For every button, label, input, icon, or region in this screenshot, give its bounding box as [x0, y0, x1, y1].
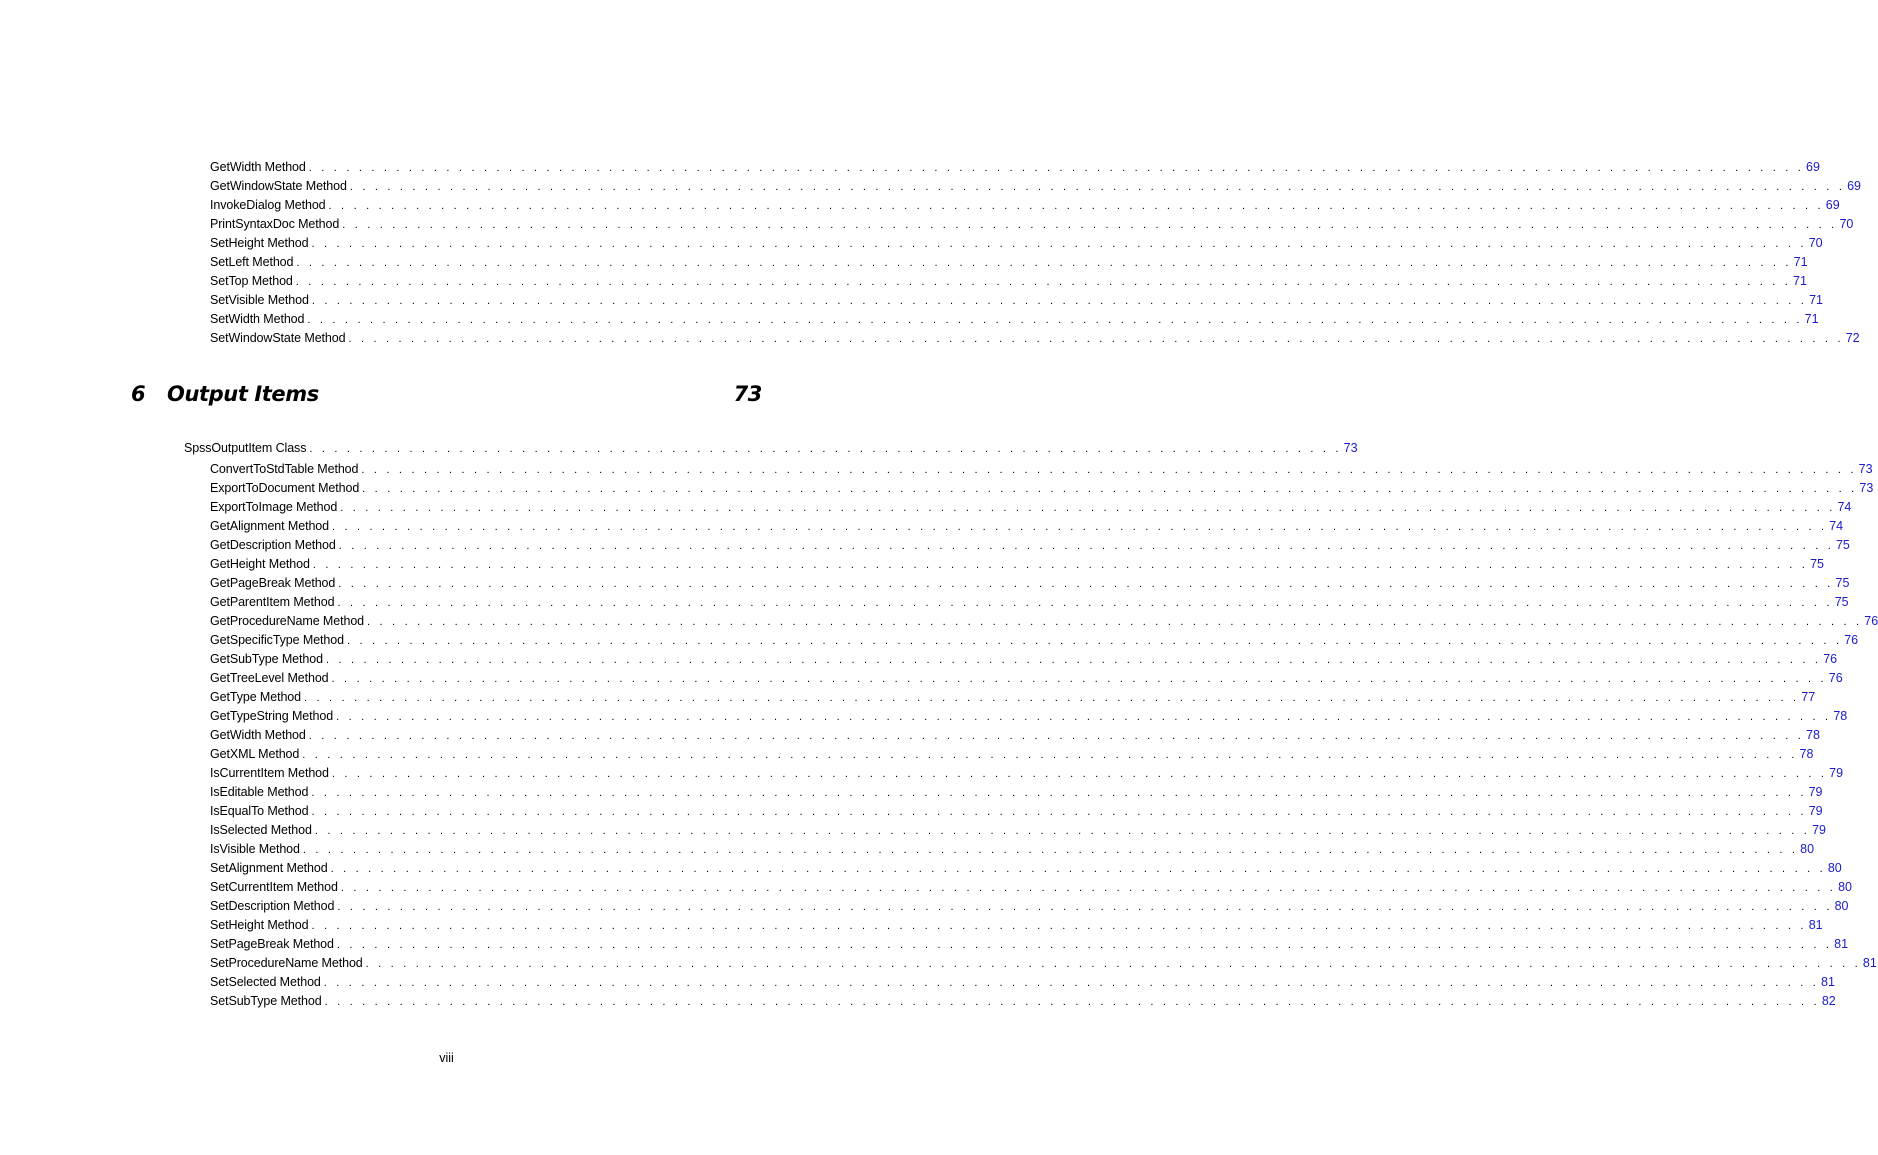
toc-entry-label: IsSelected Method	[210, 823, 312, 837]
dot-leader: . . . . . . . . . . . . . . . . . . . . . . . . . . . . . . . . . . . . . . . . . . . . . . . . . . . . . . . . . . . . . . . . . . . . . . . . . . . . . . . . . . . . . . . . . . . . . . . . . . . . . . . . . . . . . . . . . . . . . . . .	[302, 844, 1799, 856]
toc-entry[interactable]	[210, 177, 1861, 196]
toc-page-link[interactable]: 79	[1829, 766, 1844, 780]
toc-entry[interactable]	[210, 764, 1844, 783]
toc-entry[interactable]	[210, 593, 1849, 612]
toc-page-link[interactable]: 70	[1839, 217, 1854, 231]
toc-entry-label: GetHeight Method	[210, 557, 310, 571]
dot-leader: . . . . . . . . . . . . . . . . . . . . . . . . . . . . . . . . . . . . . . . . . . . . . . . . . . . . . . . . . . . . . . . . . . . . . . . . . . . . . . . . . . . . . . . . . . . . . . . . . . . . . . . . . . . . . . . . . . . . . . . .	[311, 238, 1807, 250]
dot-leader: . . . . . . . . . . . . . . . . . . . . . . . . . . . . . . . . . . . . . . . . . . . . . . . . . . . . . . . . . . . . . . . . . . . . . . . . . . . . . . . . . . . . . . . . . . . . . . . . . . . . . . . . . . . . . . . . . . . . . . . .	[311, 787, 1807, 799]
toc-entry-label: ConvertToStdTable Method	[210, 462, 359, 476]
toc-page-link[interactable]: 78	[1806, 728, 1820, 742]
toc-entry[interactable]	[210, 726, 1820, 745]
dot-leader: . . . . . . . . . . . . . . . . . . . . . . . . . . . . . . . . . . . . . . . . . . . . . . . . . . . . . . . . . . . . . . . . . . . . . . . . . . . . . . . . . . . . . . . . . . . . . . . . . . . . . . . . . . . . . . . . . . . . . . . .	[336, 939, 1833, 951]
toc-entry-label: GetAlignment Method	[210, 519, 329, 533]
toc-entry[interactable]	[210, 745, 1814, 764]
dot-leader: . . . . . . . . . . . . . . . . . . . . . . . . . . . . . . . . . . . . . . . . . . . . . . . . . . . . . . . . . . . . . . . . . . . . . . . . . . . . . . . . . . . . . . . . . . . . . . . . . . . . . . . . . . . . . . . . . . . . . . . .	[312, 559, 1809, 571]
toc-entry-label: SetWindowState Method	[210, 331, 346, 345]
toc-page-link[interactable]: 71	[1809, 293, 1823, 307]
toc-page-link[interactable]: 81	[1834, 937, 1849, 951]
toc-page-link[interactable]: 72	[1845, 331, 1860, 345]
chapter-title: Output Items	[167, 382, 319, 406]
toc-entry-label: ExportToImage Method	[210, 500, 338, 514]
dot-leader: . . . . . . . . . . . . . . . . . . . . . . . . . . . . . . . . . . . . . . . . . . . . . . . . . . . . . . . . . . . . . . . . . . . . . . . . . . . . . . . . . . . . . . . . . . . . . . . . . . . . . . . . . . . . . . . . . . . . . . . .	[302, 749, 1798, 761]
chapter-heading[interactable]	[131, 382, 762, 412]
dot-leader: . . . . . . . . . . . . . . . . . . . . . . . . . . . . . . . . . . . . . . . . . . . . . . . . . . . . . . . . . . . . . . . . . . . . . . . . . . . . . . . . . . . . . . . . . . . . . . . . . . . . . . . . . . . . . . . . . . . . . . . .	[311, 806, 1807, 818]
dot-leader: . . . . . . . . . . . . . . . . . . . . . . . . . . . . . . . . . . . . . . . . . . . . . . . . . . . . . . . . . . . . . . . . . . . . . . . . . . . . . . . . . . . . . . . . . . . . . . . . . . . . . . . . . . . . . . . . . . . . . . . .	[330, 863, 1826, 875]
toc-entry[interactable]	[210, 479, 1874, 498]
toc-entry-label: SetProcedureName Method	[210, 956, 363, 970]
chapter-number: 6	[131, 382, 146, 406]
toc-entry[interactable]	[210, 536, 1850, 555]
dot-leader: . . . . . . . . . . . . . . . . . . . . . . . . . . . . . . . . . . . . . . . . . . . . . . . . . . . . . . . . . . . . . . . . . . . . . . . . . . . . . . . . . . . . . . . . . . . . . . . . . . . . . . . . . . . . . . . . . . . . . . . .	[340, 882, 1837, 894]
toc-entry[interactable]	[210, 650, 1838, 669]
dot-leader: . . . . . . . . . . . . . . . . . . . . . . . . . . . . . . . . . . . . . . . . . . . . . . . . . . . . . . . . . . . . . . . . . . . . . . . . . . . . . . . . . . . . . . . . . . . . . . . . . . . . . . . . . . . . . . . . . . . . . . . .	[362, 483, 1858, 495]
toc-entry-label: SetSubType Method	[210, 994, 322, 1008]
toc-page-link[interactable]: 76	[1823, 652, 1838, 666]
toc-entry-label: GetProcedureName Method	[210, 614, 365, 628]
toc-page-link[interactable]: 81	[1821, 975, 1835, 989]
dot-leader: . . . . . . . . . . . . . . . . . . . . . . . . . . . . . . . . . . . . . . . . . . . . . . . . . . . . . . . . . . . . . . . . . . . . . . . . . . . . . . . . . . . . . . . . . . . . . . . . . . . . . . . . . . . . . . . . . . . . . . . .	[342, 219, 1838, 231]
toc-page-link[interactable]: 80	[1800, 842, 1815, 856]
toc-page-link[interactable]: 80	[1834, 899, 1849, 913]
toc-page-link[interactable]: 74	[1837, 500, 1852, 514]
toc-entry-label: IsCurrentItem Method	[210, 766, 329, 780]
toc-entry[interactable]	[210, 878, 1852, 897]
toc-page-link[interactable]: 69	[1806, 160, 1820, 174]
toc-entry-label: GetTreeLevel Method	[210, 671, 329, 685]
toc-entry[interactable]	[210, 517, 1844, 536]
dot-leader: . . . . . . . . . . . . . . . . . . . . . . . . . . . . . . . . . . . . . . . . . . . . . . . . . . . . . . . . . . . . . . . . . . . . . . . . . . . . . . . . . . . . . . . . . . . . . . . . . . . . . . . . . . . . . . . . . . . . . . . .	[308, 162, 1805, 174]
toc-page-link[interactable]: 79	[1808, 785, 1823, 799]
toc-entry-label: SpssOutputItem Class	[184, 441, 307, 455]
toc-page-link[interactable]: 79	[1808, 804, 1823, 818]
toc-page-link[interactable]: 78	[1799, 747, 1814, 761]
toc-entry-label: SetTop Method	[210, 274, 293, 288]
toc-entry-label: GetType Method	[210, 690, 302, 704]
toc-entry[interactable]	[210, 272, 1807, 291]
dot-leader: . . . . . . . . . . . . . . . . . . . . . . . . . . . . . . . . . . . . . . . . . . . . . . . . . . . . . . . . . . . . . . . . . . . . . . . . . . . . . . . . . . . . . . . . . . . . . . . . . . . . . . . . . . . . . . . . . . . . . . . .	[338, 540, 1834, 552]
toc-entry-label: SetPageBreak Method	[210, 937, 334, 951]
toc-page-link[interactable]: 70	[1808, 236, 1823, 250]
dot-leader: . . . . . . . . . . . . . . . . . . . . . . . . . . . . . . . . . . . . . . . . . . . . . . . . . . . . . . . . . . . . . . . . . . . . . . . . . . . . . . . . . . . . . . . . . . . . . . . . . . . . . . . . . . . . . . . . . . . . . . . .	[307, 314, 1803, 326]
toc-page-link[interactable]: 80	[1838, 880, 1852, 894]
toc-entry[interactable]	[210, 802, 1823, 821]
toc-page-link[interactable]: 73	[1343, 441, 1358, 455]
chapter-page-number: 73	[733, 382, 762, 406]
dot-leader: . . . . . . . . . . . . . . . . . . . . . . . . . . . . . . . . . . . . . . . . . . . . . . . . . . . . . . . . . . . . . . . . . . . . . . . . . . . . . . . . . . . . . . . . . . . . . . . . . . . . . . . . . . . . . . . . . . . . . . . .	[340, 502, 1836, 514]
dot-leader: . . . . . . . . . . . . . . . . . . . . . . . . . . . . . . . . . . . . . . . . . . . . . . . . . . . . . . . . . . . . . . . . . . . . . . . . . . . . . . . . . . . . . . . . . . . . . . . . . . . . . . . . . . . . . . . . . . . . . . . .	[346, 635, 1843, 647]
toc-entry-label: SetWidth Method	[210, 312, 305, 326]
toc-entry[interactable]	[210, 310, 1819, 329]
toc-entry-label: GetPageBreak Method	[210, 576, 336, 590]
dot-leader: . . . . . . . . . . . . . . . . . . . . . . . . . . . . . . . . . . . . . . . . . . . . . . . . . . . . . . . . . . . . . . . . . . . . . . . . . . . . . . . . . . . . . . . . . . . . . . . . . . . . . . . . . . . . . . . . . . . . . . . .	[367, 616, 1863, 628]
toc-entry-label: GetSubType Method	[210, 652, 323, 666]
toc-entry-label: GetWidth Method	[210, 160, 306, 174]
toc-entry-label: ExportToDocument Method	[210, 481, 360, 495]
toc-entry[interactable]	[210, 688, 1816, 707]
toc-entry-label: SetVisible Method	[210, 293, 309, 307]
page-footer-number: viii	[439, 1051, 454, 1065]
toc-entry-label: SetSelected Method	[210, 975, 321, 989]
toc-entry-label: IsEditable Method	[210, 785, 309, 799]
dot-leader: . . . . . . . . . . . . . . . . . . . . . . . . . . . . . . . . . . . . . . . . . . . . . . . . . . . . . . . . . . . . . . . . . . . . . . . . . . . . . . . . . . . . . . . . . . . . . . . . . . . . . . . . . . . . . . . . . . . . . . . .	[311, 920, 1807, 932]
toc-entry-label: GetTypeString Method	[210, 709, 334, 723]
toc-entry[interactable]	[210, 840, 1815, 859]
toc-entry-label: GetWidth Method	[210, 728, 306, 742]
dot-leader: . . . . . . . . . . . . . . . . . . . . . . . . . . . . . . . . . . . . . . . . . . . . . . . . . . . . . . . . . . . . . . . . . . . . . . . . . . . . . . . . . . . . . . . . . . . . . . . . . . . . . . . . . . . . . . . . . . . . . . . .	[311, 295, 1808, 307]
dot-leader: . . . . . . . . . . . . . . . . . . . . . . . . . . . . . . . . . . . . . . . . . . . . . . . . . . . . . . . . . . . . . . . . . . . . . . . . . . . . . . . . . . . . . . . . . . . . . . . . . . . . . . . . . . . . . . . . . . . . . . . .	[338, 578, 1834, 590]
dot-leader: . . . . . . . . . . . . . . . . . . . . . . . . . . . . . . . . . . . . . . . . . . . . . . . . . . . . . . . . . . . . . . . . . . . . . . . . . . . . . . . . . . . . . . . . . . . . . . . . . . . . . . . . . . . . . . . . . . . . . . . .	[337, 901, 1833, 913]
toc-page-link[interactable]: 75	[1810, 557, 1824, 571]
toc-entry[interactable]	[210, 973, 1835, 992]
toc-entry[interactable]	[210, 498, 1852, 517]
toc-entry-label: GetWindowState Method	[210, 179, 347, 193]
toc-page-link[interactable]: 80	[1827, 861, 1842, 875]
toc-entry-label: GetParentItem Method	[210, 595, 335, 609]
dot-leader: . . . . . . . . . . . . . . . . . . . . . . . . . . . . . . . . . . . . . . . . . . . . . . . . . . . . . . . . . . . . . . . . . . . . . . . . . . . . . . . . . . . . . . . . . . . . . . . . . . . . . . . . . . . . . . . . . . . . . . . .	[324, 996, 1820, 1008]
dot-leader: . . . . . . . . . . . . . . . . . . . . . . . . . . . . . . . . . . . . . . . . . . . . . . . . . . . . . . . . . . . . . . . . . . . . . . . . . . . . . . . . . . . . . . . . . . . . . . . . . . . . . . . . . . . . . . . . . . . . . . . .	[331, 673, 1827, 685]
toc-page-link[interactable]: 71	[1804, 312, 1819, 326]
toc-page-link[interactable]: 69	[1825, 198, 1840, 212]
dot-leader: . . . . . . . . . . . . . . . . . . . . . . . . . . . . . . . . . . . . . . . . . . . . . . . . . . . . . . . . . . . . . . . . . . . . . . . . . . . . . . . . . . . . . . . . . . . . . . . . . . . . . . . . . . . . . . . . . . . . . . . .	[348, 333, 1844, 345]
toc-entry[interactable]	[210, 291, 1823, 310]
dot-leader: . . . . . . . . . . . . . . . . . . . . . . . . . . . . . . . . . . . . . . . . . . . . . . . . . . . . . . . . . . . . . . . . . . . . . . . . . . . . . . . . . . . . . . . . . . . . . . . . . . . . . . . . . . . . . . . . . . . . . . . .	[336, 711, 1832, 723]
dot-leader: . . . . . . . . . . . . . . . . . . . . . . . . . . . . . . . . . . . . . . . . . . . . . . . . . . . . . . . . . . . . . . . . . . . . . . . . . . . . . . . . . . . . . . . . . . . . . . . . . . . . . . . . . . . . . . . . . . . . . . . .	[337, 597, 1833, 609]
dot-leader: . . . . . . . . . . . . . . . . . . . . . . . . . . . . . . . . . . . . . . . . . . . . . . . . . . . . . . . . . . . . . . . . . . . . . . . . . . . . . . . . . . . . . . . . . . . . . . . . . . . . . . . . . . . . . . . . . . . . . . . .	[304, 692, 1800, 704]
toc-entry[interactable]	[210, 935, 1849, 954]
toc-entry[interactable]	[210, 555, 1824, 574]
toc-entry-label: SetLeft Method	[210, 255, 294, 269]
toc-entry-label: PrintSyntaxDoc Method	[210, 217, 340, 231]
dot-leader: . . . . . . . . . . . . . . . . . . . . . . . . . . . . . . . . . . . . . . . . . . . . . . . . . . . . . . . . . . . . . . . . . . . . . . . . . . . . . . . . . . . . . . . . . . . . . . . . . . . . . . . . . . . . . . . . . . . . . . . .	[349, 181, 1846, 193]
toc-entry-label: SetDescription Method	[210, 899, 335, 913]
toc-entry[interactable]	[210, 707, 1848, 726]
toc-page-link[interactable]: 77	[1801, 690, 1816, 704]
dot-leader: . . . . . . . . . . . . . . . . . . . . . . . . . . . . . . . . . . . . . . . . . . . . . . . . . . . . . . . . . . . . . . . . . . . . . . . . . . . . . . . . . . . . . . . . . . . . . . . . . . . . . . . . . . . . . . . . . . . . . . . .	[308, 730, 1805, 742]
toc-entry[interactable]	[210, 612, 1878, 631]
toc-page-link[interactable]: 71	[1793, 274, 1807, 288]
dot-leader: . . . . . . . . . . . . . . . . . . . . . . . . . . . . . . . . . . . . . . . . . . . . . . . . . . . . . . . . . . . . . . . . . . . . . . . . . . . . . . . . . . . . . . . . . . . . . . . . . . . . . . . . . . . . . . . . . . . . . . . .	[295, 276, 1792, 288]
toc-entry-label: GetDescription Method	[210, 538, 336, 552]
toc-page-link[interactable]: 76	[1864, 614, 1878, 628]
toc-entry-label: SetCurrentItem Method	[210, 880, 338, 894]
toc-page-link[interactable]: 81	[1808, 918, 1823, 932]
toc-entry[interactable]	[210, 234, 1823, 253]
dot-leader: . . . . . . . . . . . . . . . . . . . . . . . . . . . . . . . . . . . . . . . . . . . . . . . . . . . . . . . . . . . . . . . . . . . . . . . . . . . . . . . . . . . . . . . . . . . . . . . . . . . . . . . . . . . . . . . . . . . . . . . .	[314, 825, 1811, 837]
dot-leader: . . . . . . . . . . . . . . . . . . . . . . . . . . . . . . . . . . . . . . . . . . . . . . . . . . . . . . . . . . . . . . . . . . . . . . . . . . . . . . . . . . . . . . . . . . . . . . . . . . . . . . . . . . . . . . . . . . . . . . . .	[325, 654, 1822, 666]
toc-entry[interactable]	[210, 631, 1859, 650]
toc-entry[interactable]	[210, 783, 1823, 802]
dot-leader: . . . . . . . . . . . . . . . . . . . . . . . . . . . . . . . . . . . . . . . . . . . . . . . . . . . . . . . . . . . . . . . . . . . . . . . . . . . . . . . . . . . . . . . . . . . . . . . . . . . . . . . . . . . . . . . . . . . . . . . .	[365, 958, 1861, 970]
toc-entry-label: SetHeight Method	[210, 236, 309, 250]
toc-page-link[interactable]: 73	[1859, 481, 1874, 495]
toc-entry-label: IsVisible Method	[210, 842, 300, 856]
toc-page-link[interactable]: 71	[1793, 255, 1808, 269]
toc-entry[interactable]	[210, 329, 1860, 348]
toc-page-link[interactable]: 81	[1862, 956, 1877, 970]
toc-entry-label: GetSpecificType Method	[210, 633, 344, 647]
toc-entry[interactable]	[210, 460, 1873, 479]
toc-entry[interactable]	[210, 196, 1840, 215]
toc-entry[interactable]	[210, 954, 1877, 973]
toc-page-link[interactable]: 76	[1844, 633, 1859, 647]
toc-entry[interactable]	[210, 158, 1820, 177]
toc-entry-label: SetHeight Method	[210, 918, 309, 932]
toc-page-link[interactable]: 78	[1833, 709, 1848, 723]
toc-entry[interactable]	[210, 916, 1823, 935]
toc-page-link[interactable]: 75	[1835, 538, 1850, 552]
toc-entry[interactable]	[210, 897, 1849, 916]
toc-page-link[interactable]: 73	[1858, 462, 1873, 476]
toc-page-link[interactable]: 82	[1821, 994, 1836, 1008]
toc-page-link[interactable]: 76	[1828, 671, 1843, 685]
dot-leader: . . . . . . . . . . . . . . . . . . . . . . . . . . . . . . . . . . . . . . . . . . . . . . . . . . . . . . . . . . . . . . . . . . . . . . . . . . . . . . . . . . . . . . . . . . . . . . . . . . . . . . . . . . . . . . . . . . . . . . . .	[361, 464, 1857, 476]
dot-leader: . . . . . . . . . . . . . . . . . . . . . . . . . . . . . . . . . . . . . . . . . . . . . . . . . . . . . . . . . . . . . . . . . . . . . . . . . . . . . . . . . . .	[309, 443, 1342, 455]
toc-page-link[interactable]: 79	[1812, 823, 1826, 837]
toc-page-link[interactable]: 69	[1847, 179, 1861, 193]
dot-leader: . . . . . . . . . . . . . . . . . . . . . . . . . . . . . . . . . . . . . . . . . . . . . . . . . . . . . . . . . . . . . . . . . . . . . . . . . . . . . . . . . . . . . . . . . . . . . . . . . . . . . . . . . . . . . . . . . . . . . . . .	[331, 768, 1828, 780]
toc-entry-label: InvokeDialog Method	[210, 198, 326, 212]
dot-leader: . . . . . . . . . . . . . . . . . . . . . . . . . . . . . . . . . . . . . . . . . . . . . . . . . . . . . . . . . . . . . . . . . . . . . . . . . . . . . . . . . . . . . . . . . . . . . . . . . . . . . . . . . . . . . . . . . . . . . . . .	[323, 977, 1820, 989]
toc-entry-class[interactable]	[184, 439, 1358, 458]
toc-entry[interactable]	[210, 859, 1842, 878]
toc-entry[interactable]	[210, 253, 1808, 272]
toc-entry-label: IsEqualTo Method	[210, 804, 309, 818]
dot-leader: . . . . . . . . . . . . . . . . . . . . . . . . . . . . . . . . . . . . . . . . . . . . . . . . . . . . . . . . . . . . . . . . . . . . . . . . . . . . . . . . . . . . . . . . . . . . . . . . . . . . . . . . . . . . . . . . . . . . . . . .	[296, 257, 1792, 269]
toc-entry-label: SetAlignment Method	[210, 861, 328, 875]
toc-entry[interactable]	[210, 215, 1854, 234]
toc-entry-label: GetXML Method	[210, 747, 300, 761]
dot-leader: . . . . . . . . . . . . . . . . . . . . . . . . . . . . . . . . . . . . . . . . . . . . . . . . . . . . . . . . . . . . . . . . . . . . . . . . . . . . . . . . . . . . . . . . . . . . . . . . . . . . . . . . . . . . . . . . . . . . . . . .	[332, 521, 1828, 533]
toc-page-link[interactable]: 75	[1835, 576, 1850, 590]
toc-page-link[interactable]: 75	[1834, 595, 1849, 609]
dot-leader: . . . . . . . . . . . . . . . . . . . . . . . . . . . . . . . . . . . . . . . . . . . . . . . . . . . . . . . . . . . . . . . . . . . . . . . . . . . . . . . . . . . . . . . . . . . . . . . . . . . . . . . . . . . . . . . . . . . . . . . .	[328, 200, 1824, 212]
toc-page-link[interactable]: 74	[1829, 519, 1844, 533]
toc-entry[interactable]	[210, 992, 1836, 1011]
toc-entry[interactable]	[210, 574, 1850, 593]
toc-entry[interactable]	[210, 821, 1826, 840]
toc-entry[interactable]	[210, 669, 1843, 688]
